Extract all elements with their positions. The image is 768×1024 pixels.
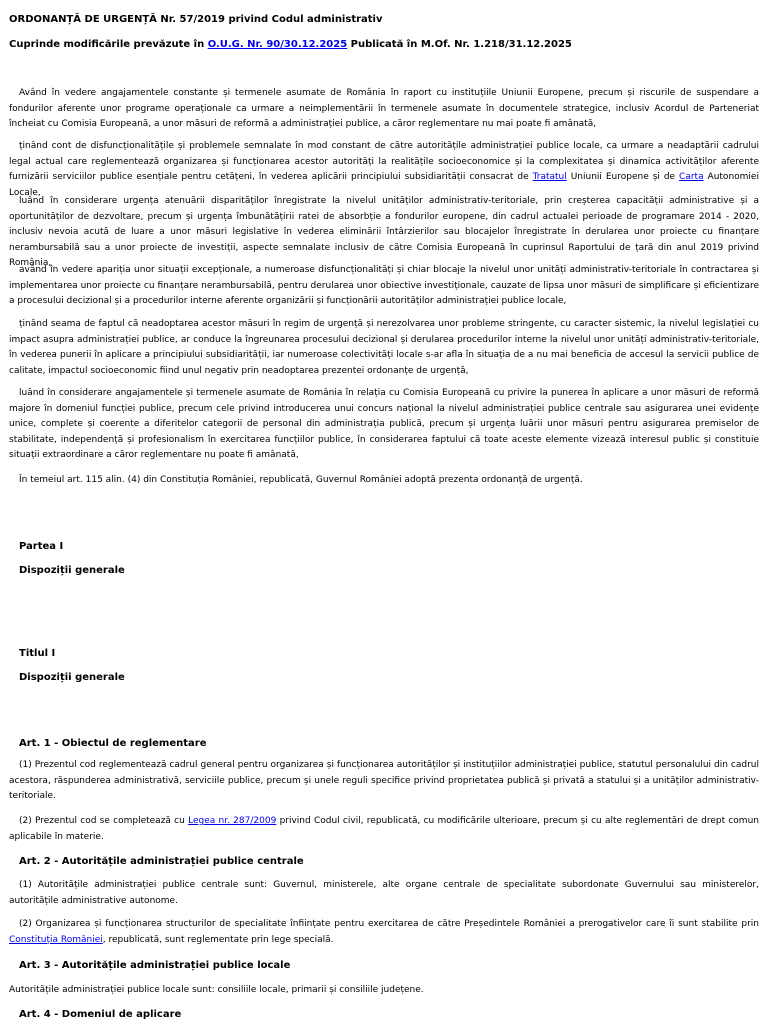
amendment-line xyxy=(9,38,572,51)
amendment-link[interactable]: O.U.G. Nr. 90/30.12.2025 xyxy=(207,39,348,50)
title-label: Titlul I xyxy=(19,648,56,659)
enactment-formula: În temeiul art. 115 alin. (4) din Constituția României, republicată, Guvernul României adoptă prezenta ordonanță de urgență. xyxy=(19,475,583,485)
preamble-paragraph-5: ținând seama de faptul că neadoptarea acestor măsuri în regim de urgență și nerezolvarea unor probleme stringente, cu caracter sistemic, la nivelul legislației cu impact asupra administrației publice, ar conduce la îngreunarea procesului decizional și derularea procedurilor interne la nivelul unor unități administrativ-teritoriale, în vederea punerii în aplicare a principiului subsidiarității, iar numeroase colectivități locale s-ar afla în situația de a nu mai beneficia de accesul la servicii publice de calitate, impactul socioeconomic fiind unul negativ prin neadoptarea prezentei ordonanțe de urgență, xyxy=(9,319,759,376)
article-1-paragraph-1: (1) Prezentul cod reglementează cadrul general pentru organizarea și funcționarea autorităților și instituțiilor administrației publice, statutul personalului din cadrul acestora, răspunderea administrativă, serviciile publice, precum și unele reguli specifice privind proprietatea publică și privată a statului și a unităților administrativ-teritoriale. xyxy=(9,760,759,802)
title-heading: Dispoziții generale xyxy=(19,672,125,683)
part-label: Partea I xyxy=(19,541,64,552)
treaty-link[interactable]: Tratatul xyxy=(532,172,567,183)
civil-code-link[interactable]: Legea nr. 287/2009 xyxy=(188,816,277,826)
part-title: Dispoziții generale xyxy=(19,565,125,576)
article-2-paragraph-2: (2) Organizarea și funcționarea structurilor de specialitate înființate pentru exercitarea de către Președintele României a prerogativelor care îi sunt stabilite prin Constituția României, republicată, sunt reglementate prin lege specială. xyxy=(9,919,759,945)
article-4-heading: Art. 4 - Domeniul de aplicare xyxy=(19,1009,182,1020)
preamble-paragraph-1: Având în vedere angajamentele constante și termenele asumate de România în raport cu instituțiile Uniunii Europene, precum și riscurile de suspendare a fondurilor aferente unor programe operaționale ca urmare a neimplementării în termenele asumate în documentele strategice, inclusiv Acordul de Parteneriat încheiat cu Comisia Europeană, a unor măsuri de reformă a administrației publice, a căror reglementare nu mai poate fi amânată, xyxy=(9,88,759,130)
constitution-link[interactable]: Constituția României xyxy=(9,934,103,945)
article-1-paragraph-2: (2) Prezentul cod se completează cu Legea nr. 287/2009 privind Codul civil, republicată, cu modificările ulterioare, precum și cu alte reglementări de drept comun aplicabile în materie. xyxy=(9,816,759,842)
article-2-paragraph-1: (1) Autoritățile administrației publice centrale sunt: Guvernul, ministerele, alte organe centrale de specialitate subordonate Guvernului sau ministerelor, autoritățile administrative autonome. xyxy=(9,880,759,906)
article-3-heading: Art. 3 - Autoritățile administrației publice locale xyxy=(19,960,291,971)
article-2-heading: Art. 2 - Autoritățile administrației publice centrale xyxy=(19,856,304,867)
preamble-paragraph-4: având în vedere apariția unor situații excepționale, a numeroase disfuncționalități și chiar blocaje la nivelul unor unități administrativ-teritoriale în contractarea și implementarea unor proiecte cu finanțare nerambursabilă, pentru derularea unor obiective investiționale, cauzate de lipsa unor măsuri de simplificare și eficientizare a procesului decizional și a procedurilor interne aferente organizării și funcționării autorităților administrației publice locale, xyxy=(9,265,759,307)
article-3-paragraph-1: Autoritățile administrației publice locale sunt: consiliile locale, primarii și consiliile județene. xyxy=(9,985,424,995)
preamble-paragraph-3: luând în considerare urgența atenuării disparităților înregistrate la nivelul unităților administrativ-teritoriale, prin creșterea capacității administrative și a oportunităților de dezvoltare, precum și urgența îmbunătățirii ratei de absorbție a fondurilor europene, din cadrul actualei perioade de programare 2014 - 2020, inclusiv nevoia acută de luare a unor măsuri legislative în vederea eliminării întârzierilor sau blocajelor înregistrate în derularea unor proiecte cu finanțare nerambursabilă sau a unor proiecte de investiții, aspecte semnalate inclusiv de către Comisia Europeană în cuprinsul Raportului de țară din anul 2019 privind România, xyxy=(9,196,759,269)
document-title: ORDONANȚĂ DE URGENȚĂ Nr. 57/2019 privind Codul administrativ xyxy=(9,14,383,25)
preamble-paragraph-6: luând în considerare angajamentele și termenele asumate de România în relația cu Comisia Europeană cu privire la punerea în aplicare a unor măsuri de reformă majore în domeniul funcției publice, precum cele privind introducerea unui concurs național la nivelul administrației publice centrale sau asigurarea unei evidențe unice, complete și coerente a diferitelor categorii de personal din administrația publică, precum și urgența luării unor măsuri pentru asigurarea premiselor de stabilitate, independență și profesionalism în exercitarea funcțiilor publice, în considerarea faptului că toate aceste elemente vizează interesul public și constituie situații extraordinare a căror reglementare nu poate fi amânată, xyxy=(9,388,759,461)
publication-info: Publicată în M.Of. Nr. 1.218/31.12.2025 xyxy=(350,39,572,50)
charter-link[interactable]: Carta xyxy=(679,172,704,183)
preamble-paragraph-2: ținând cont de disfuncționalitățile și problemele semnalate în mod constant de către autoritățile administrației publice locale, ca urmare a neadaptării cadrului legal actual care reglementează organizarea și funcționarea acestor autorități la realitățile socioeconomice și la complexitatea și dinamica activităților aferente furnizării serviciilor publice esențiale pentru cetățeni, în vederea aplicării principiului subsidiarității consacrat de Tratatul Uniunii Europene și de Carta Autonomiei Locale, xyxy=(9,141,759,198)
amendment-prefix: Cuprinde modificările prevăzute în xyxy=(9,39,205,50)
article-1-heading: Art. 1 - Obiectul de reglementare xyxy=(19,738,207,749)
